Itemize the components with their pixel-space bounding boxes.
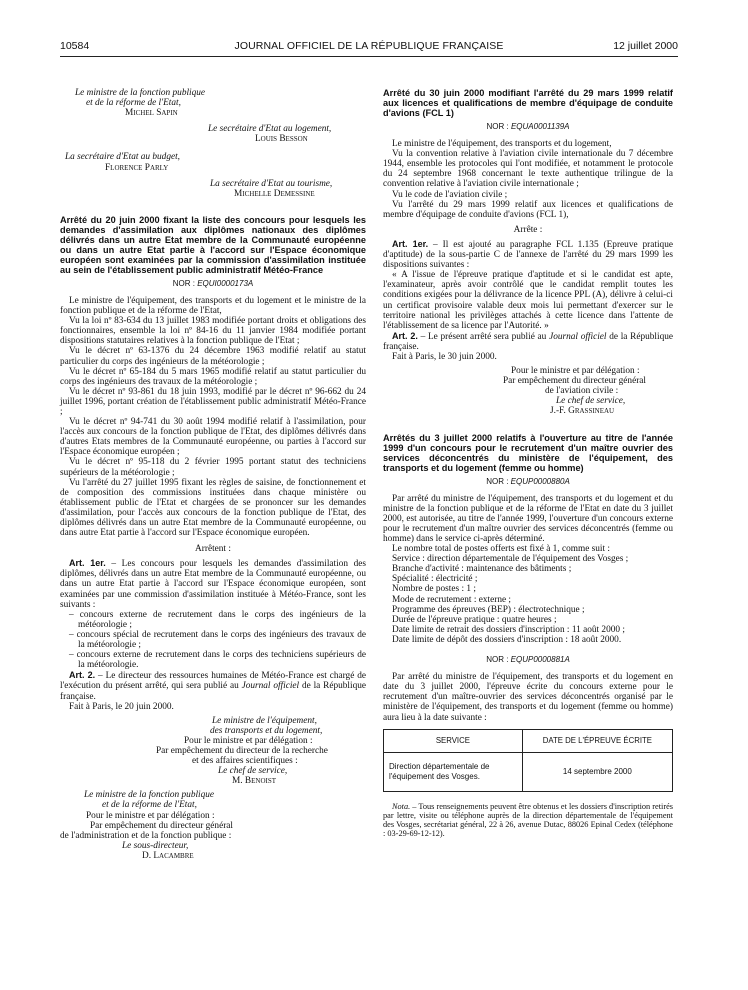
detail-line: Branche d'activité : maintenance des bâtiments ;: [392, 564, 572, 575]
nor-reference: [383, 477, 673, 487]
decree-title: Arrêté du 30 juin 2000 modifiant l'arrêté du 29 mars 1999 relatif aux licences et qualifications de membre d'équipage de conduite d'avions (FCL 1): [383, 88, 673, 118]
delegation-line: Par empêchement du directeur général: [90, 820, 233, 831]
list-item: – concours externe de recrutement dans le corps des ingénieurs de la météorologie ;: [69, 609, 366, 630]
article-2: [60, 670, 366, 701]
article-label: Art. 1er.: [69, 558, 106, 569]
paragraph: Le ministre de l'équipement, des transports et du logement,: [392, 139, 612, 150]
signatory-title: et de la réforme de l'Etat,: [86, 98, 181, 109]
signatory-name: D. Lacambre: [142, 850, 194, 861]
nor-reference: [60, 279, 366, 289]
column-header-date: DATE DE L'ÉPREUVE ÉCRITE: [522, 729, 672, 752]
nor-label: NOR :: [486, 476, 509, 486]
signatory-name: Louis Besson: [255, 134, 308, 145]
fait-a-paris: Fait à Paris, le 20 juin 2000.: [69, 701, 174, 712]
detail-line: Spécialité : électricité ;: [392, 574, 478, 585]
signatory-title: Le secrétaire d'Etat au logement,: [208, 124, 332, 135]
signatory-title: Le ministre de la fonction publique: [84, 790, 215, 801]
right-column: [383, 88, 673, 838]
nor-label: NOR :: [486, 655, 509, 665]
signatory-title: Le chef de service,: [218, 766, 288, 777]
detail-line: Date limite de retrait des dossiers d'inscription : 11 août 2000 ;: [392, 624, 625, 635]
paragraph: Vu l'arrêté du 27 juillet 1995 fixant les règles de saisine, de fonctionnement et de composition des commissions instituées dans chaque ministère ou établissement public de l'Etat et chargées de se prononcer sur les demandes d'assimilation, pour l'accès aux concours de la fonction publique de l'Etat, des diplômes délivrés dans un autre Etat membre de la Communauté européenne, ou dans autre Etat partie à l'accord sur l'Espace économique européen.: [60, 477, 366, 539]
signature-aviation-civile: [383, 366, 673, 416]
journal-title: JOURNAL OFFICIEL DE LA RÉPUBLIQUE FRANÇAISE: [234, 40, 504, 52]
table-header-row: [384, 729, 673, 752]
delegation-line: de l'aviation civile :: [545, 386, 619, 397]
article-text: – Le directeur des ressources humaines de Météo-France est chargé de l'exécution du présent arrêté, qui sera publié au: [60, 671, 367, 692]
list-item: – concours spécial de recrutement dans le corps des ingénieurs des travaux de la météorologie ;: [69, 629, 366, 651]
detail-line: Le nombre total de postes offerts est fixé à 1, comme suit :: [392, 544, 610, 555]
decree-30-juin-2000: [383, 88, 673, 417]
table-row: [384, 752, 673, 791]
delegation-line: Par empêchement du directeur de la recherche: [156, 745, 328, 756]
signatory-title: Le chef de service,: [556, 396, 626, 407]
detail-line: Date limite de dépôt des dossiers d'inscription : 18 août 2000.: [392, 634, 622, 645]
nor-code: EQUP0000880A: [510, 476, 570, 486]
detail-line: Durée de l'épreuve pratique : quatre heures ;: [392, 614, 557, 625]
nor-code: EQUP0000881A: [510, 655, 570, 665]
signatory-title: et de la réforme de l'Etat,: [102, 800, 197, 811]
signatory-name: Florence Parly: [105, 162, 169, 173]
arretent-heading: Arrêtent :: [195, 544, 231, 555]
paragraph: Vu le décret nº 95-118 du 2 février 1995 portant statut des techniciens supérieurs de la météorologie ;: [60, 457, 366, 478]
detail-line: Nombre de postes : 1 ;: [392, 584, 476, 595]
article-text: de la République française.: [60, 681, 366, 702]
journal-officiel-ref: Journal officiel: [549, 331, 607, 342]
signatory-title: Le sous-directeur,: [122, 840, 189, 851]
page-number: 10584: [60, 40, 90, 52]
quoted-provision: « A l'issue de l'épreuve pratique d'aptitude et si le candidat est apte, l'examinateur, après avoir contrôlé que le candidat remplit toutes les conditions exigées pour la délivrance de la licence PPL (A), délivre à celui-ci un certificat provisoire valable deux mois lui permettant d'exercer sur le territoire national les privilèges attachés à cette licence dans l'attente de l'établissement de sa licence par l'Autorité. »: [383, 270, 673, 331]
signatory-title: La secrétaire d'Etat au budget,: [65, 152, 180, 163]
paragraph: Vu le décret nº 65-184 du 5 mars 1965 modifié relatif au statut particulier du corps des ingénieurs des travaux de la météorologie ;: [60, 366, 366, 387]
nor-reference: [383, 122, 673, 132]
exam-date-table: [383, 729, 673, 792]
column-header-service: SERVICE: [384, 729, 523, 752]
detail-line: Mode de recrutement : externe ;: [392, 594, 511, 605]
article-2: [383, 331, 673, 352]
paragraph: Vu le code de l'aviation civile ;: [392, 189, 508, 200]
delegation-line: Pour le ministre et par délégation :: [86, 810, 215, 821]
article-text: – Le présent arrêté sera publié au: [417, 331, 550, 342]
article-1: [60, 558, 366, 609]
delegation-line: de l'administration et de la fonction publique :: [60, 830, 232, 841]
paragraph: Vu le décret nº 93-861 du 18 juin 1993, modifié par le décret nº 96-662 du 24 juillet 1996, portant création de l'établissement public administratif Météo-France ;: [60, 386, 366, 417]
decree-title: Arrêtés du 3 juillet 2000 relatifs à l'ouverture au titre de l'année 1999 d'un concours pour le recrutement d'un maître ouvrier des services déconcentrés du ministère de l'équipement, des transports et du logement (femme ou homme): [383, 432, 673, 473]
paragraph: Par arrêté du ministre de l'équipement, des transports et du logement et du ministre de la fonction publique et de la réforme de l'Etat en date du 3 juillet 2000, est autorisée, au titre de l'année 1999, l'ouverture d'un concours externe pour le recrutement d'un maître ouvrier des services déconcentrés (femme ou homme) dans le service ci-après déterminé.: [383, 493, 673, 544]
paragraph: Vu le décret nº 94-741 du 30 août 1994 modifié relatif à l'assimilation, pour l'accès aux concours de la fonction publique de l'Etat, des diplômes délivrés dans d'autres Etats membres de la Communauté européenne, ou parties à l'accord sur l'Espace économique européen ;: [60, 417, 366, 458]
signature-ministre-equipement: [60, 716, 366, 787]
signatory-name: J.-F. Grassineau: [550, 406, 615, 417]
left-column: [60, 88, 366, 861]
arrete-heading: Arrête :: [513, 224, 543, 235]
nota-label: Nota.: [392, 801, 411, 811]
journal-officiel-ref: Journal officiel: [241, 681, 300, 692]
paragraph: Par arrêté du ministre de l'équipement, des transports et du logement en date du 3 juillet 2000, l'épreuve écrite du concours externe pour le recrutement d'un maître-ouvrier des services déconcentrés organisé par le ministère de l'équipement, des transports et du logement (femme ou homme) aura lieu à la date suivante :: [383, 672, 673, 723]
list-item: – concours externe de recrutement dans le corps des techniciens supérieurs de la météorologie.: [69, 650, 366, 671]
detail-line: Programme des épreuves (BEP) : électrotechnique ;: [392, 604, 585, 615]
detail-line: Service : direction départementale de l'équipement des Vosges ;: [392, 554, 629, 565]
nor-code: EQUA0001139A: [510, 122, 570, 131]
page-header: [60, 40, 678, 57]
nor-reference: [383, 655, 673, 665]
article-text: – Les concours pour lesquels les demandes d'assimilation des diplômes, délivrés dans un autre Etat membre de la Communauté européenne, ou dans un autre Etat partie à l'accord sur l'Espace économique européen, sont examinées par une commission d'assimilation instituée à Météo-France, sont les suivants :: [60, 559, 366, 610]
article-label: Art. 1er.: [392, 238, 429, 249]
article-label: Art. 2.: [69, 670, 96, 681]
signatory-title: La secrétaire d'Etat au tourisme,: [210, 178, 333, 189]
signatory-title: Le ministre de l'équipement,: [212, 715, 317, 726]
nota: [383, 802, 673, 839]
cell-date: 14 septembre 2000: [522, 752, 672, 791]
paragraph: Vu l'arrêté du 29 mars 1999 relatif aux licences et qualifications de membre d'équipage de conduite d'avions (FCL 1),: [383, 199, 673, 220]
delegation-line: et des affaires scientifiques :: [192, 756, 298, 767]
delegation-line: Par empêchement du directeur général: [503, 376, 646, 387]
decree-20-juin-2000: [60, 215, 366, 861]
delegation-line: Pour le ministre et par délégation :: [184, 735, 313, 746]
paragraph: Le ministre de l'équipement, des transports et du logement et le ministre de la fonction publique et de la réforme de l'Etat,: [60, 295, 366, 317]
nor-label: NOR :: [486, 122, 509, 131]
issue-date: 12 juillet 2000: [613, 40, 678, 52]
nor-code: EQUI0000173A: [197, 278, 254, 288]
article-text: de la République française.: [383, 331, 674, 352]
paragraph: Vu le décret nº 63-1376 du 24 décembre 1963 modifié relatif au statut particulier du corps des ingénieurs de la météorologie ;: [60, 346, 366, 367]
signature-ministre-fonction-publique: [60, 790, 366, 861]
signatory-title: des transports et du logement,: [210, 725, 323, 736]
article-label: Art. 2.: [392, 330, 418, 341]
cell-service: Direction départementale de l'équipement des Vosges.: [384, 752, 523, 791]
signature-block-previous: [60, 88, 366, 199]
delegation-line: Pour le ministre et par délégation :: [511, 366, 640, 377]
signatory-name: Michel Sapin: [125, 108, 178, 119]
signatory-name: M. Benoist: [232, 776, 277, 787]
nota-text: – Tous renseignements peuvent être obtenus et les dossiers d'inscription retirés par lettre, visite ou téléphone auprès de la direction départementale de l'équipement des Vosges, secrétariat général, 22 à 26, avenue Dutac, 88026 Epinal Cedex (téléphone : 03-29-69-12-12).: [383, 801, 673, 839]
article-1: [383, 239, 673, 270]
signatory-name: Michelle Demessine: [234, 188, 315, 199]
decrees-3-juillet-2000: [383, 433, 673, 839]
nor-label: NOR :: [172, 278, 195, 288]
paragraph: Vu la loi nº 83-634 du 13 juillet 1983 modifiée portant droits et obligations des fonctionnaires, ensemble la loi nº 84-16 du 11 janvier 1984 modifiée portant dispositions statutaires relatives à la fonction publique de l'Etat ;: [60, 316, 366, 347]
fait-a-paris: Fait à Paris, le 30 juin 2000.: [392, 351, 497, 362]
decree-title: Arrêté du 20 juin 2000 fixant la liste des concours pour lesquels les demandes d'assimilation aux diplômes nationaux des diplômes délivrés dans un autre Etat membre de la Communauté européenne ou dans un autre Etat partie à l'accord sur l'Espace économique européen sont examinées par la commission d'assimilation instituée au sein de l'établissement public administratif Météo-France: [60, 214, 366, 275]
paragraph: Vu la convention relative à l'aviation civile internationale du 7 décembre 1944, ensemble les protocoles qui l'ont modifiée, et notamment le protocole du 24 septembre 1968 concernant le texte authentique trilingue de la convention relative à l'aviation civile internationale ;: [383, 149, 673, 190]
signatory-title: Le ministre de la fonction publique: [75, 88, 206, 98]
article-text: – Il est ajouté au paragraphe FCL 1.135 (Epreuve pratique d'aptitude) de la sous-partie C de l'annexe de l'arrêté du 29 mars 1999 les dispositions suivantes :: [383, 239, 673, 271]
